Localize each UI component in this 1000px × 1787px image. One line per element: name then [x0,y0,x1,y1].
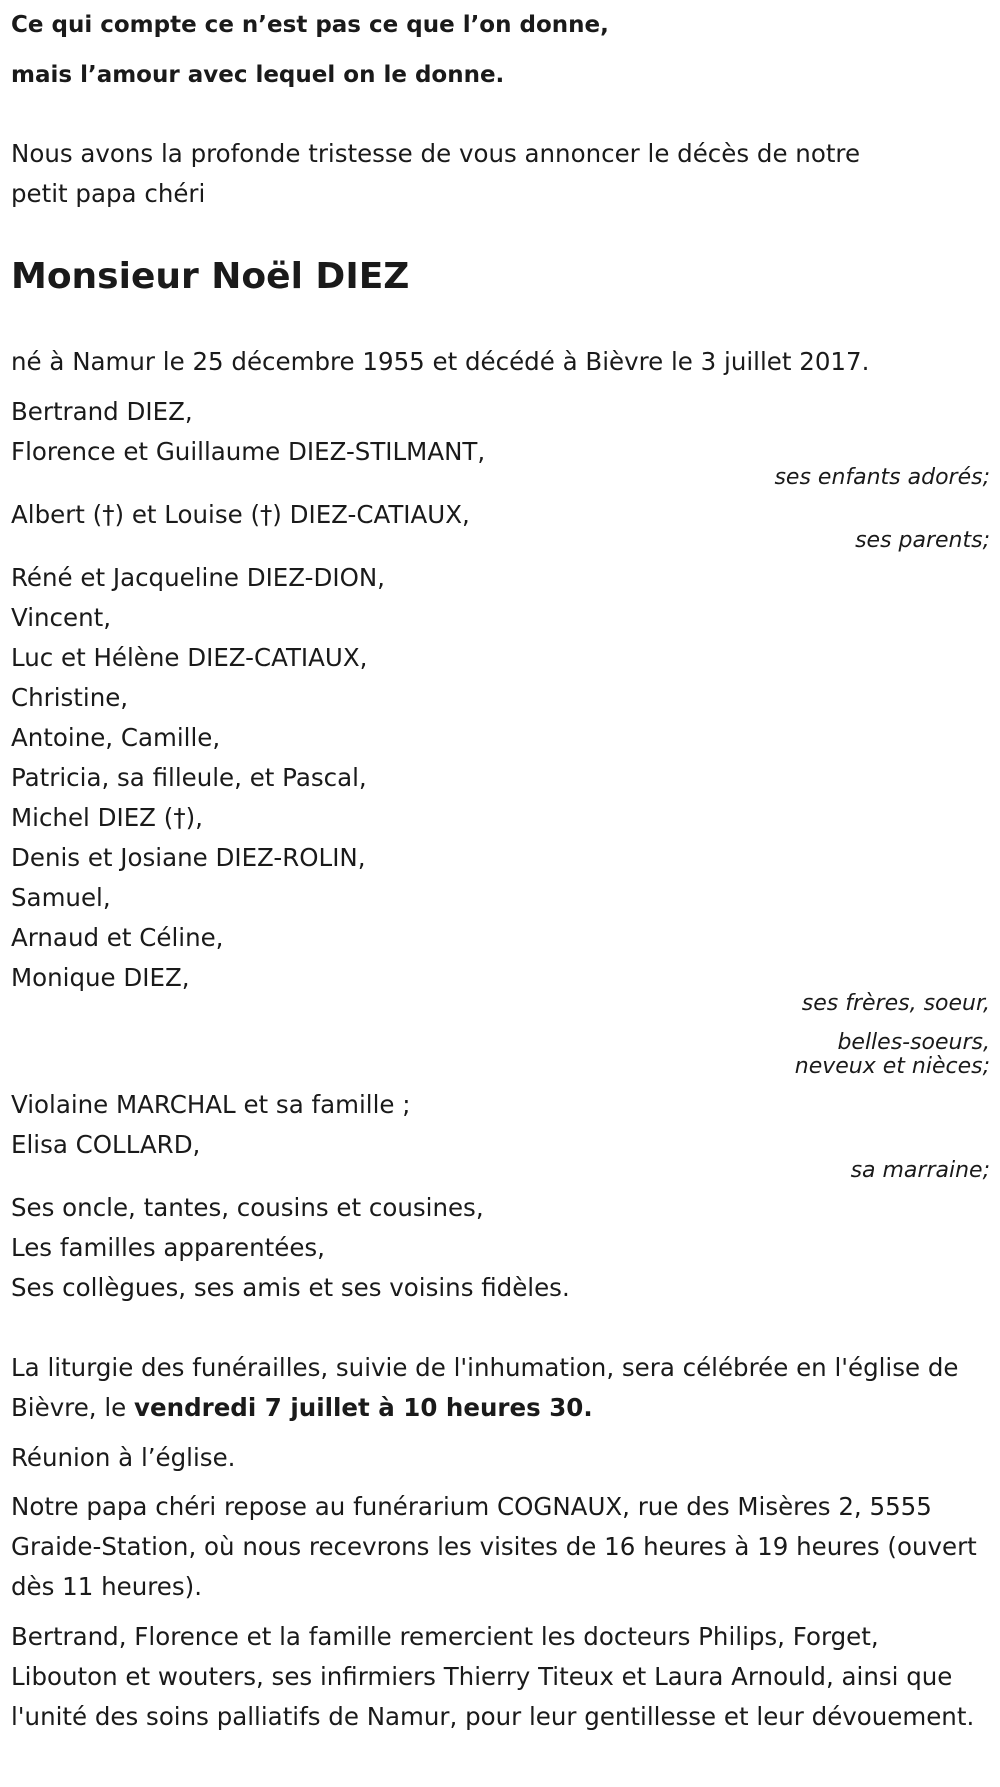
funeral-paragraph [11,1348,991,1428]
sibling-4: Christine, [11,683,129,712]
sibling-1: Réné et Jacqueline DIEZ-DION, [11,563,385,592]
deceased-name: Monsieur Noël DIEZ [11,256,410,297]
quote-line-2: mais l’amour avec lequel on le donne. [11,62,505,88]
funeral-date: vendredi 7 juillet à 10 heures 30. [134,1393,593,1422]
siblings-role-2: belles-soeurs, [837,1030,990,1055]
extended-1: Ses oncle, tantes, cousins et cousines, [11,1193,484,1222]
other-1: Violaine MARCHAL et sa famille ; [11,1090,411,1119]
sibling-11: Monique DIEZ, [11,963,190,992]
other-2: Elisa COLLARD, [11,1130,201,1159]
parents: Albert (†) et Louise (†) DIEZ-CATIAUX, [11,500,470,529]
extended-3: Ses collègues, ses amis et ses voisins fidèles. [11,1273,570,1302]
child-1: Bertrand DIEZ, [11,397,193,426]
sibling-7: Michel DIEZ (†), [11,803,203,832]
sibling-6: Patricia, sa filleule, et Pascal, [11,763,367,792]
siblings-role-1: ses frères, soeur, [801,991,990,1016]
children-role: ses enfants adorés; [774,465,990,490]
sibling-5: Antoine, Camille, [11,723,221,752]
sibling-3: Luc et Hélène DIEZ-CATIAUX, [11,643,368,672]
sibling-10: Arnaud et Céline, [11,923,224,952]
sibling-2: Vincent, [11,603,112,632]
intro-line-1: Nous avons la profonde tristesse de vous annoncer le décès de notre [11,139,861,168]
sibling-9: Samuel, [11,883,111,912]
funeral-text: La liturgie des funérailles, suivie de l'inhumation, sera célébrée en l'église de Bièvre, le [11,1353,959,1422]
intro-line-2: petit papa chéri [11,179,206,208]
meeting-paragraph: Réunion à l’église. [11,1443,236,1472]
siblings-role-3: neveux et nièces; [794,1054,990,1079]
funerarium-paragraph: Notre papa chéri repose au funérarium COGNAUX, rue des Misères 2, 5555 Graide-Station, où nous recevrons les visites de 16 heures à 19 heures (ouvert dès 11 heures). [11,1492,977,1601]
parents-role: ses parents; [855,528,990,553]
child-2: Florence et Guillaume DIEZ-STILMANT, [11,437,486,466]
extended-2: Les familles apparentées, [11,1233,325,1262]
quote-line-1: Ce qui compte ce n’est pas ce que l’on donne, [11,12,609,38]
sibling-8: Denis et Josiane DIEZ-ROLIN, [11,843,366,872]
birth-death-line: né à Namur le 25 décembre 1955 et décédé à Bièvre le 3 juillet 2017. [11,347,870,376]
godmother-role: sa marraine; [850,1158,990,1183]
thanks-paragraph: Bertrand, Florence et la famille remercient les docteurs Philips, Forget, Libouton et wouters, ses infirmiers Thierry Titeux et Laura Arnould, ainsi que l'unité des soins palliatifs de Namur, pour leur gentillesse et leur dévouement. [11,1622,975,1731]
